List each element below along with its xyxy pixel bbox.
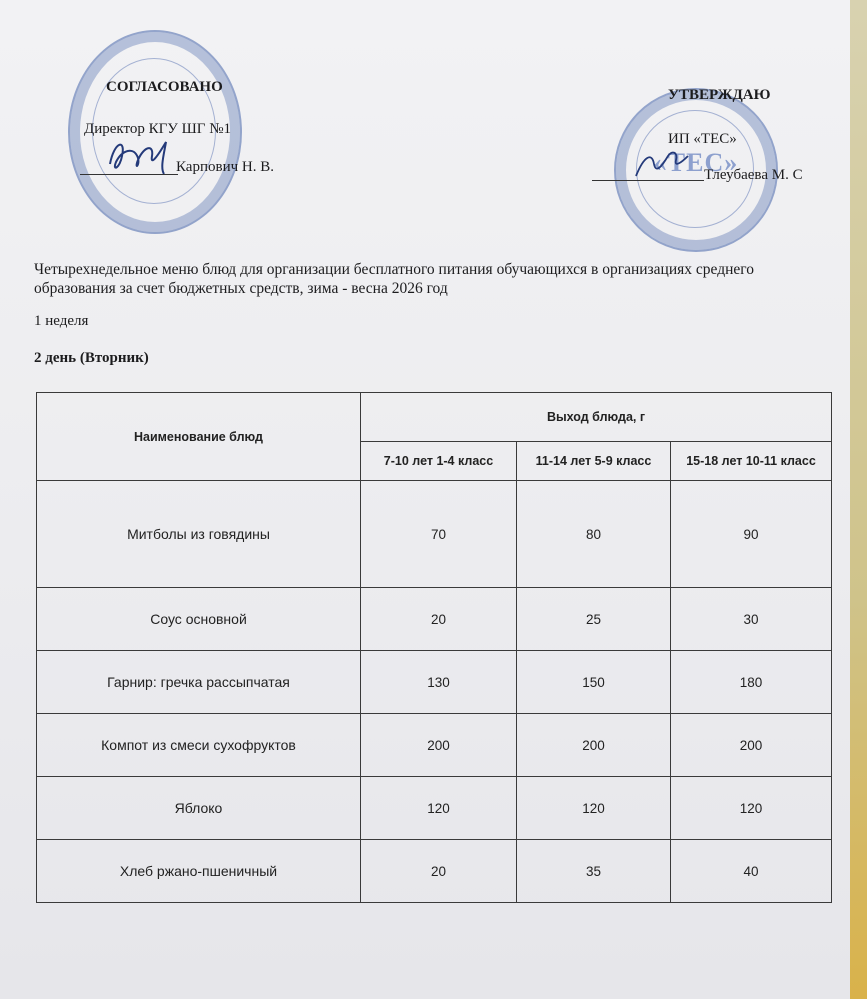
- signature-left: [104, 134, 184, 178]
- dish-name: Гарнир: гречка рассыпчатая: [37, 651, 361, 714]
- dish-name-header: Наименование блюд: [37, 393, 361, 481]
- portion-value: 120: [671, 777, 832, 840]
- menu-table: [36, 392, 832, 903]
- portion-value: 70: [361, 481, 517, 588]
- portion-value: 200: [671, 714, 832, 777]
- dish-name: Яблоко: [37, 777, 361, 840]
- dish-name: Компот из смеси сухофруктов: [37, 714, 361, 777]
- portion-value: 180: [671, 651, 832, 714]
- approve-heading: УТВЕРЖДАЮ: [668, 87, 771, 103]
- table-row: [37, 777, 832, 840]
- portion-value: 40: [671, 840, 832, 903]
- portion-value: 20: [361, 588, 517, 651]
- table-row: [37, 588, 832, 651]
- dish-name: Хлеб ржано-пшеничный: [37, 840, 361, 903]
- portion-value: 35: [517, 840, 671, 903]
- day-label: 2 день (Вторник): [34, 350, 149, 366]
- portion-value: 130: [361, 651, 517, 714]
- table-row: [37, 714, 832, 777]
- age-group-header: 7-10 лет 1-4 класс: [361, 442, 517, 481]
- table-row: [37, 651, 832, 714]
- dish-name: Митболы из говядины: [37, 481, 361, 588]
- entrepreneur-org: ИП «ТЕС»: [668, 131, 737, 147]
- signature-line-right: [592, 180, 704, 181]
- approved-heading: СОГЛАСОВАНО: [106, 79, 223, 95]
- table-row: [37, 840, 832, 903]
- page-edge-background: [850, 0, 867, 999]
- menu-description: Четырехнедельное меню блюд для организации бесплатного питания обучающихся в организациях среднего образования за счет бюджетных средств, зима - весна 2026 год: [34, 261, 754, 297]
- portion-value: 30: [671, 588, 832, 651]
- signature-right: [632, 146, 692, 182]
- portion-value: 80: [517, 481, 671, 588]
- seal-text: «ТЕС»: [653, 148, 739, 177]
- portion-value: 200: [361, 714, 517, 777]
- portion-value: 150: [517, 651, 671, 714]
- portion-value: 90: [671, 481, 832, 588]
- table-row: [37, 481, 832, 588]
- signature-line-left: [80, 174, 178, 175]
- director-position: Директор КГУ ШГ №1: [84, 121, 232, 137]
- entrepreneur-name: Тлеубаева М. С: [704, 167, 803, 183]
- week-label: 1 неделя: [34, 313, 89, 329]
- portion-value: 20: [361, 840, 517, 903]
- portion-value: 120: [361, 777, 517, 840]
- age-group-header: 11-14 лет 5-9 класс: [517, 442, 671, 481]
- output-header: Выход блюда, г: [361, 393, 832, 442]
- portion-value: 25: [517, 588, 671, 651]
- dish-name: Соус основной: [37, 588, 361, 651]
- director-name: Карпович Н. В.: [176, 159, 274, 175]
- age-group-header: 15-18 лет 10-11 класс: [671, 442, 832, 481]
- portion-value: 120: [517, 777, 671, 840]
- portion-value: 200: [517, 714, 671, 777]
